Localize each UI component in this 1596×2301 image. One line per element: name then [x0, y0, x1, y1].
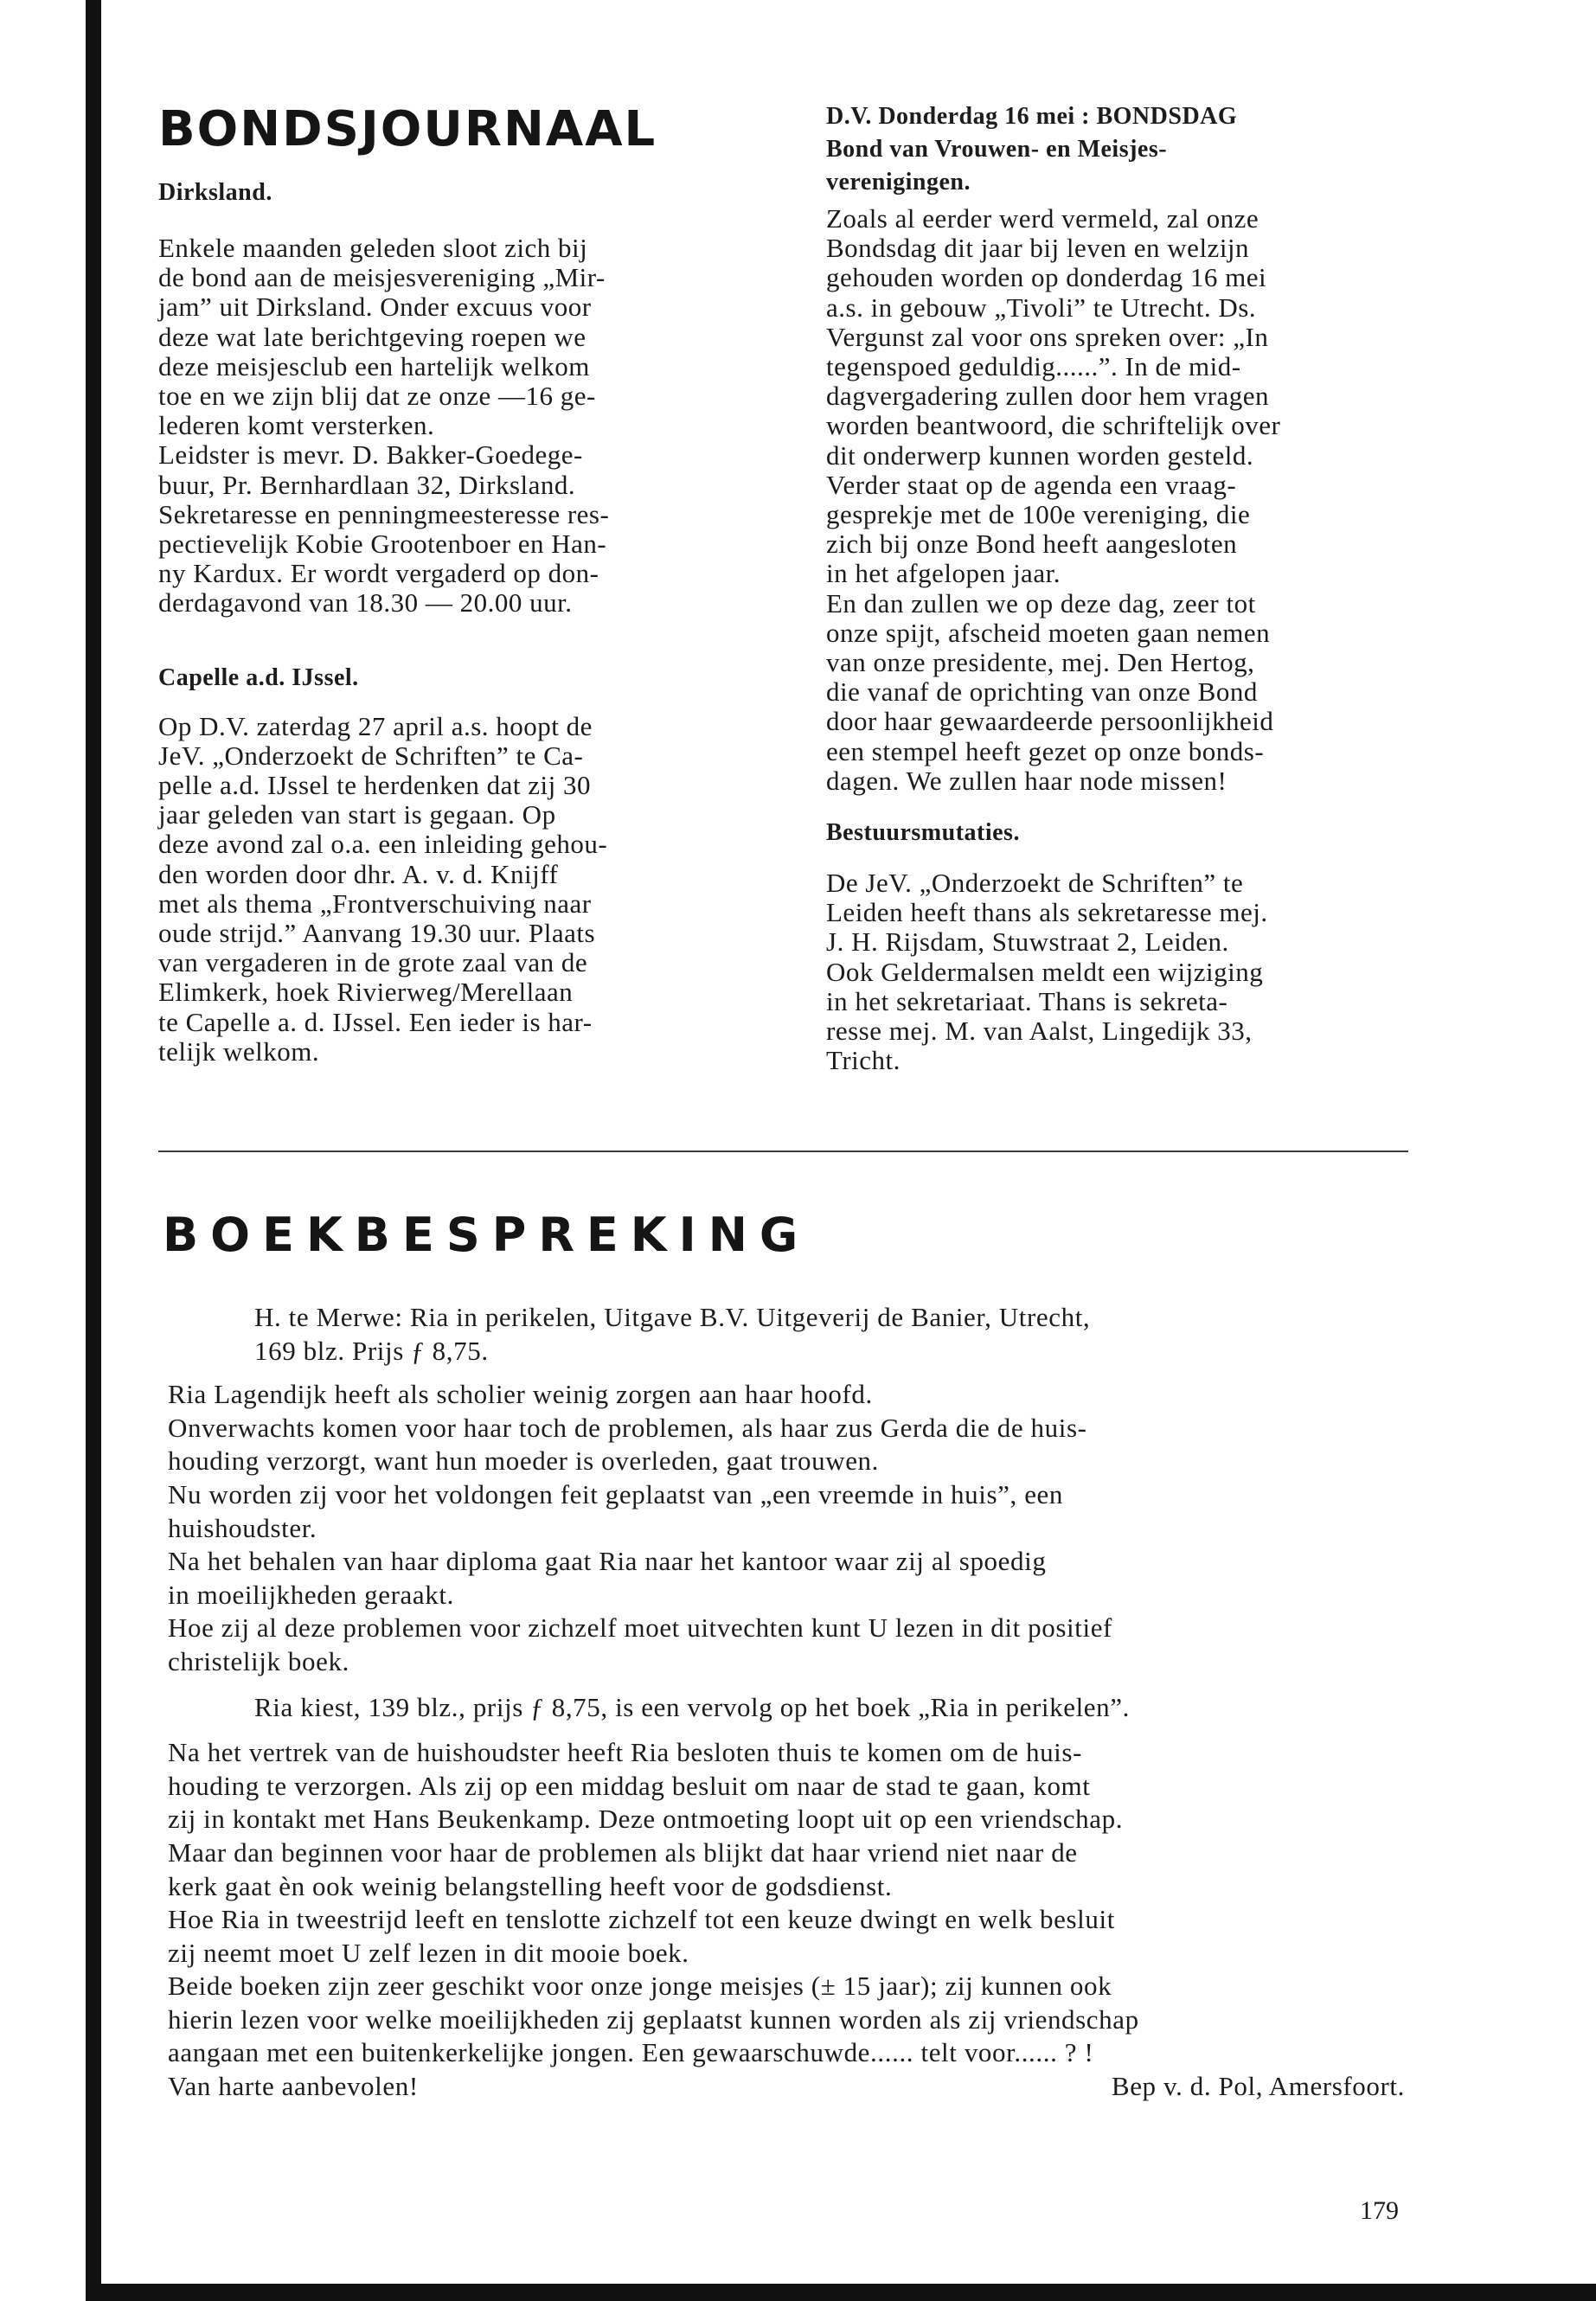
section-divider [158, 1150, 1408, 1152]
closing-row [168, 2070, 1405, 2104]
book2-line: Beide boeken zijn zeer geschikt voor onze jonge meisjes (± 15 jaar); zij kunnen ook [168, 1971, 1112, 2002]
dirksland-line: deze meisjesclub een hartelijk welkom [158, 350, 590, 381]
bondsdag-line: van onze presidente, mej. Den Hertog, [826, 647, 1255, 678]
dirksland-text [158, 234, 660, 619]
dirksland-line: ny Kardux. Er wordt vergaderd op don- [158, 558, 599, 589]
dirksland-line: lederen komt versterken. [158, 410, 435, 441]
dirksland-line: pectievelijk Kobie Grootenboer en Han- [158, 529, 607, 560]
book1-bibliography [168, 1301, 1405, 1368]
book1-summary [168, 1378, 1405, 1678]
book1-line: Nu worden zij voor het voldongen feit geplaatst van „een vreemde in huis”, een [168, 1478, 1064, 1509]
mutaties-line: De JeV. „Onderzoekt de Schriften” te [826, 868, 1244, 899]
bondsdag-heading-line: verenigingen. [826, 169, 971, 195]
closing-recommendation: Van harte aanbevolen! [168, 2071, 419, 2102]
book1-line: houding verzorgt, want hun moeder is overleden, gaat trouwen. [168, 1445, 879, 1477]
review-title: BOEKBESPREKING [163, 1208, 811, 1262]
capelle-heading: Capelle a.d. IJssel. [158, 663, 359, 691]
bondsdag-heading-line: D.V. Donderdag 16 mei : BONDSDAG [826, 103, 1238, 130]
bondsdag-heading-line: Bond van Vrouwen- en Meisjes- [826, 136, 1168, 163]
bondsdag-text [826, 204, 1406, 796]
capelle-line: telijk welkom. [158, 1035, 320, 1067]
dirksland-line: Sekretaresse en penningmeesteresse res- [158, 498, 610, 529]
scan-bottom-bar [86, 2284, 1596, 2301]
capelle-line: met als thema „Frontverschuiving naar [158, 888, 592, 919]
bondsdag-line: zich bij onze Bond heeft aangesloten [826, 529, 1238, 560]
bondsdag-line: dit onderwerp kunnen worden gesteld. [826, 439, 1254, 471]
mutaties-line: Ook Geldermalsen meldt een wijziging [826, 956, 1264, 987]
scan-edge-bar [86, 0, 101, 2301]
capelle-line: te Capelle a. d. IJssel. Een ieder is har- [158, 1006, 593, 1037]
book1-biblio-line: H. te Merwe: Ria in perikelen, Uitgave B.V. Uitgeverij de Banier, Utrecht, [254, 1302, 1091, 1332]
dirksland-line: deze wat late berichtgeving roepen we [158, 321, 586, 352]
dirksland-line: de bond aan de meisjesvereniging „Mir- [158, 262, 606, 293]
capelle-line: JeV. „Onderzoekt de Schriften” te Ca- [158, 740, 584, 771]
book2-bibliography: Ria kiest, 139 blz., prijs ƒ 8,75, is een vervolg op het boek „Ria in perikelen”. [254, 1691, 1130, 1722]
capelle-line: Op D.V. zaterdag 27 april a.s. hoopt de [158, 710, 593, 741]
book1-line: christelijk boek. [168, 1645, 349, 1676]
capelle-text [158, 712, 660, 1067]
dirksland-line: jam” uit Dirksland. Onder excuus voor [158, 292, 592, 323]
book1-line: huishoudster. [168, 1512, 317, 1543]
book2-summary [168, 1736, 1405, 2070]
book1-line: Na het behalen van haar diploma gaat Ria naar het kantoor waar zij al spoedig [168, 1546, 1047, 1577]
book2-line: zij neemt moet U zelf lezen in dit mooie boek. [168, 1937, 689, 1968]
bondsdag-line: die vanaf de oprichting van onze Bond [826, 676, 1258, 708]
mutaties-line: in het sekretariaat. Thans is sekreta- [826, 985, 1228, 1016]
journal-left-column [158, 102, 660, 1067]
page-number: 179 [1360, 2196, 1399, 2225]
bondsdag-line: dagvergadering zullen door hem vragen [826, 381, 1270, 412]
book2-line: kerk gaat èn ook weinig belangstelling heeft voor de godsdienst. [168, 1870, 893, 1901]
bondsdag-line: tegenspoed geduldig......”. In de mid- [826, 351, 1241, 382]
bondsdag-line: Bondsdag dit jaar bij leven en welzijn [826, 233, 1250, 264]
bondsdag-line: gehouden worden op donderdag 16 mei [826, 262, 1267, 293]
mutaties-line: resse mej. M. van Aalst, Lingedijk 33, [826, 1016, 1253, 1047]
bondsdag-line: Verder staat op de agenda een vraag- [826, 469, 1237, 500]
book2-line: Maar dan beginnen voor haar de problemen als blijkt dat haar vriend niet naar de [168, 1836, 1078, 1868]
bondsdag-line: een stempel heeft gezet op onze bonds- [826, 735, 1265, 766]
dirksland-line: buur, Pr. Bernhardlaan 32, Dirksland. [158, 469, 576, 500]
book1-biblio-line: 169 blz. Prijs ƒ 8,75. [254, 1335, 489, 1366]
capelle-line: jaar geleden van start is gegaan. Op [158, 799, 556, 830]
mutaties-line: Leiden heeft thans als sekretaresse mej. [826, 897, 1268, 928]
capelle-line: oude strijd.” Aanvang 19.30 uur. Plaats [158, 918, 596, 949]
book2-line: aangaan met een buitenkerkelijke jongen. Een gewaarschuwde...... telt voor...... ? ! [168, 2037, 1094, 2068]
mutaties-line: Tricht. [826, 1045, 901, 1076]
capelle-line: den worden door dhr. A. v. d. Knijff [158, 858, 559, 889]
mutaties-line: J. H. Rijsdam, Stuwstraat 2, Leiden. [826, 926, 1229, 958]
bondsdag-heading [826, 102, 1406, 197]
book1-line: Ria Lagendijk heeft als scholier weinig zorgen aan haar hoofd. [168, 1379, 873, 1410]
capelle-line: Elimkerk, hoek Rivierweg/Merellaan [158, 977, 574, 1008]
mutaties-text [826, 868, 1406, 1075]
bondsdag-line: door haar gewaardeerde persoonlijkheid [826, 706, 1274, 737]
dirksland-line: Enkele maanden geleden sloot zich bij [158, 233, 588, 263]
dirksland-line: derdagavond van 18.30 — 20.00 uur. [158, 587, 573, 619]
book1-line: in moeilijkheden geraakt. [168, 1579, 454, 1610]
book2-line: hierin lezen voor welke moeilijkheden zij geplaatst kunnen worden als zij vriendschap [168, 2003, 1139, 2035]
bondsdag-line: gesprekje met de 100e vereniging, die [826, 499, 1251, 530]
book1-line: Onverwachts komen voor haar toch de problemen, als haar zus Gerda die de huis- [168, 1412, 1087, 1443]
dirksland-line: Leidster is mevr. D. Bakker-Goedege- [158, 439, 583, 471]
book2-line: Hoe Ria in tweestrijd leeft en tenslotte zichzelf tot een keuze dwingt en welk besluit [168, 1904, 1115, 1935]
bondsdag-line: onze spijt, afscheid moeten gaan nemen [826, 617, 1271, 648]
capelle-line: pelle a.d. IJssel te herdenken dat zij 30 [158, 770, 591, 801]
bondsdag-line: Zoals al eerder werd vermeld, zal onze [826, 203, 1259, 234]
reviewer-signature: Bep v. d. Pol, Amersfoort. [1111, 2071, 1405, 2102]
bondsdag-line: in het afgelopen jaar. [826, 558, 1061, 589]
bondsdag-line: a.s. in gebouw „Tivoli” te Utrecht. Ds. [826, 292, 1257, 323]
book2-line: Na het vertrek van de huishoudster heeft Ria besloten thuis te komen om de huis- [168, 1737, 1082, 1768]
dirksland-line: toe en we zijn blij dat ze onze —16 ge- [158, 381, 596, 412]
dirksland-heading: Dirksland. [158, 179, 272, 206]
book-review [168, 1301, 1405, 2104]
bondsdag-line: Vergunst zal voor ons spreken over: „In [826, 321, 1269, 352]
bondsdag-line: worden beantwoord, die schriftelijk over [826, 410, 1281, 441]
capelle-line: van vergaderen in de grote zaal van de [158, 947, 588, 978]
journal-right-column [826, 102, 1406, 1075]
book2-line: zij in kontakt met Hans Beukenkamp. Deze ontmoeting loopt uit op een vriendschap. [168, 1804, 1124, 1835]
journal-title: BONDSJOURNAAL [158, 101, 657, 157]
bondsdag-line: En dan zullen we op deze dag, zeer tot [826, 587, 1256, 619]
capelle-line: deze avond zal o.a. een inleiding gehou- [158, 829, 608, 860]
book1-line: Hoe zij al deze problemen voor zichzelf moet uitvechten kunt U lezen in dit positief [168, 1612, 1112, 1644]
mutaties-heading: Bestuursmutaties. [826, 819, 1020, 847]
book2-line: houding te verzorgen. Als zij op een middag besluit om naar de stad te gaan, komt [168, 1770, 1091, 1801]
bondsdag-line: dagen. We zullen haar node missen! [826, 765, 1227, 796]
